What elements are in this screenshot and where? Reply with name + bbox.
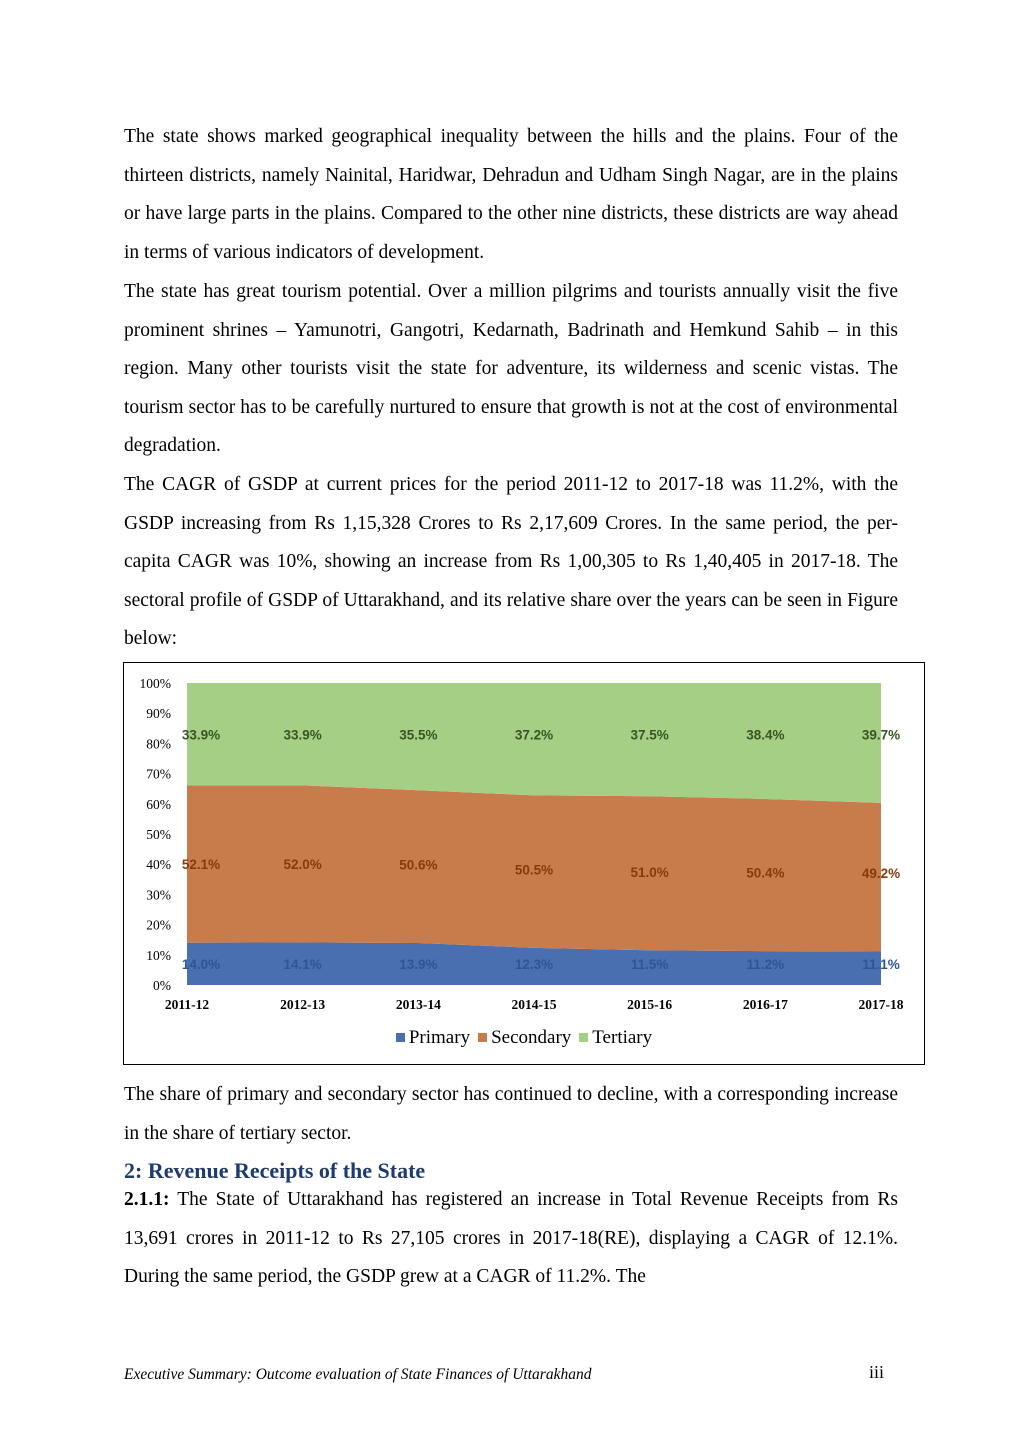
x-tick-label: 2017-18 — [858, 997, 904, 1012]
footer-title: Executive Summary: Outcome evaluation of State Finances of Uttarakhand — [124, 1366, 592, 1383]
data-label: 14.0% — [181, 956, 221, 972]
data-label: 14.1% — [283, 956, 322, 972]
data-label: 37.5% — [630, 727, 669, 743]
data-label: 39.7% — [861, 727, 901, 743]
data-label: 33.9% — [181, 727, 221, 743]
x-tick-label: 2015-16 — [627, 997, 673, 1012]
data-label: 52.1% — [181, 857, 221, 873]
y-tick-label: 50% — [146, 827, 171, 842]
data-label: 50.6% — [399, 857, 438, 873]
paragraph-sector-decline: The share of primary and secondary sector has continued to decline, with a corresponding increase in the share of tertiary sector. — [124, 1084, 898, 1144]
data-label: 11.5% — [630, 956, 669, 972]
data-label: 33.9% — [283, 727, 322, 743]
legend-item-primary — [396, 1027, 470, 1049]
legend-label: Tertiary — [592, 1027, 653, 1048]
data-label: 37.2% — [514, 727, 554, 743]
legend-item-secondary — [478, 1027, 571, 1049]
data-label: 50.4% — [746, 865, 785, 881]
data-label: 51.0% — [630, 864, 669, 880]
x-tick-label: 2012-13 — [280, 997, 326, 1012]
paragraph-revenue-receipts — [124, 1181, 898, 1297]
legend-item-tertiary — [579, 1027, 652, 1049]
y-tick-label: 80% — [146, 736, 171, 752]
y-tick-label: 70% — [146, 766, 171, 782]
y-tick-label: 40% — [146, 857, 171, 873]
paragraph-geography: The state shows marked geographical inequality between the hills and the plains. Four of the thirteen districts, namely Nainital, Haridwar, Dehradun and Udham Singh Nagar, are in the plains or have large parts in the plains. Compared to the other nine districts, these districts are way ahead in terms of various indicators of development. — [124, 126, 898, 263]
y-tick-label: 20% — [146, 917, 171, 933]
data-label: 35.5% — [399, 727, 438, 743]
legend-swatch — [478, 1033, 487, 1042]
paragraph-revenue-text: The State of Uttarakhand has registered an increase in Total Revenue Receipts from Rs 13,691 crores in 2011-12 to Rs 27,105 crores in 2017-18(RE), displaying a CAGR of 12.1%. During the same period, the GSDP grew at a CAGR of 11.2%. The — [124, 1189, 898, 1288]
y-tick-label: 90% — [146, 706, 171, 722]
data-label: 12.3% — [514, 956, 554, 972]
data-label: 13.9% — [399, 956, 438, 972]
x-tick-label: 2016-17 — [742, 997, 788, 1012]
section-heading: 2: Revenue Receipts of the State — [124, 1158, 426, 1183]
legend-label: Secondary — [491, 1027, 572, 1048]
section-number: 2.1.1: — [124, 1189, 170, 1210]
data-label: 50.5% — [514, 862, 554, 878]
y-tick-label: 10% — [146, 947, 171, 963]
page-number: iii — [869, 1362, 885, 1382]
legend-swatch — [396, 1033, 405, 1042]
data-label: 38.4% — [746, 727, 785, 743]
y-tick-label: 30% — [146, 887, 171, 903]
data-label: 49.2% — [861, 865, 901, 881]
data-label: 11.1% — [862, 956, 900, 972]
paragraph-tourism: The state has great tourism potential. Over a million pilgrims and tourists annually visit the five prominent shrines – Yamunotri, Gangotri, Kedarnath, Badrinath and Hemkund Sahib – in this region. Many other tourists visit the state for adventure, its wilderness and scenic vistas. The tourism sector has to be carefully nurtured to ensure that growth is not at the cost of environmental degradation. — [124, 281, 898, 457]
chart-legend — [124, 1027, 924, 1049]
legend-label: Primary — [408, 1027, 471, 1048]
data-label: 52.0% — [283, 856, 322, 872]
y-tick-label: 0% — [153, 978, 171, 993]
area-tertiary — [187, 683, 881, 803]
chart-svg — [124, 663, 924, 1023]
x-tick-label: 2013-14 — [395, 997, 441, 1012]
paragraph-gsdp: The CAGR of GSDP at current prices for the period 2011-12 to 2017-18 was 11.2%, with the GSDP increasing from Rs 1,15,328 Crores to Rs 2,17,609 Crores. In the same period, the per-capita CAGR was 10%, showing an increase from Rs 1,00,305 to Rs 1,40,405 in 2017-18. The sectoral profile of GSDP of Uttarakhand, and its relative share over the years can be seen in Figure below: — [124, 474, 898, 650]
y-tick-label: 60% — [146, 796, 171, 812]
y-tick-label: 100% — [139, 676, 171, 691]
x-tick-label: 2011-12 — [164, 997, 210, 1012]
sector-share-chart — [123, 662, 925, 1065]
data-label: 11.2% — [746, 956, 785, 972]
x-tick-label: 2014-15 — [511, 997, 557, 1012]
legend-swatch — [579, 1033, 588, 1042]
